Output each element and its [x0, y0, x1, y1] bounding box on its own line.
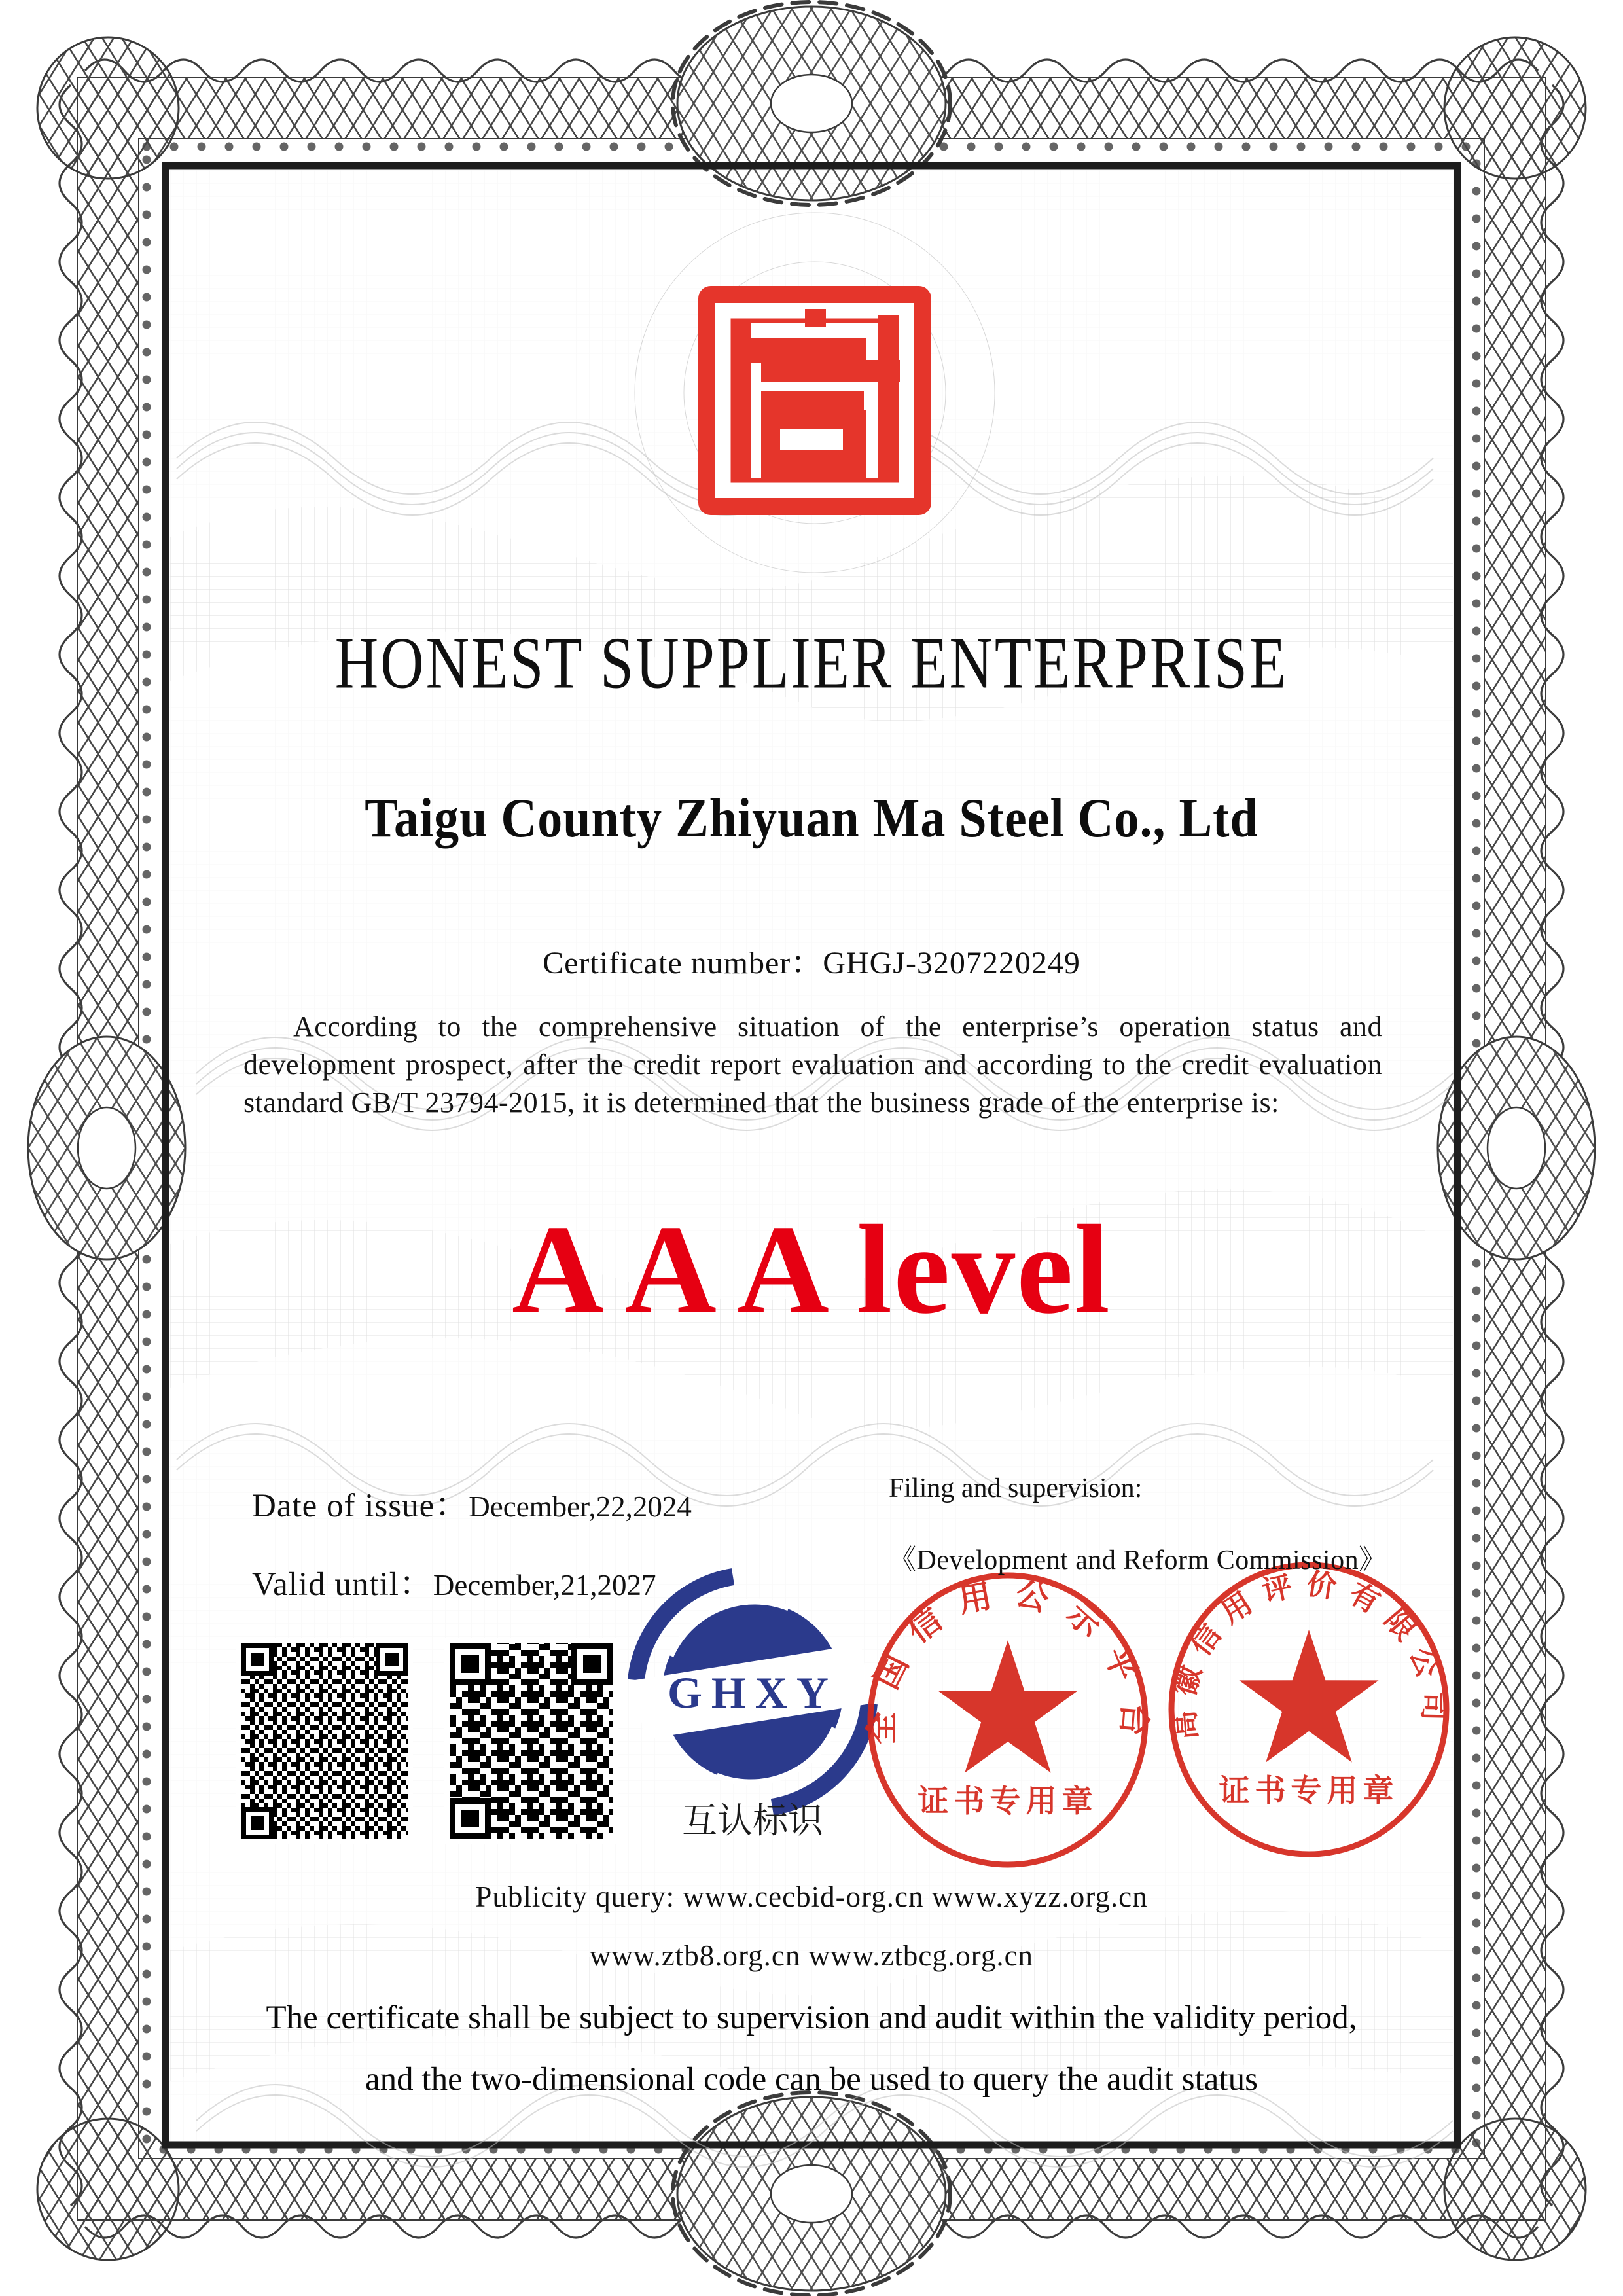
border-rosette-left	[28, 1037, 185, 1259]
certificate-number-label: Certificate number：	[543, 946, 823, 980]
valid-until-label: Valid until：	[252, 1566, 433, 1603]
filing-supervision-label: Filing and supervision:	[889, 1473, 1143, 1503]
publicity-query-line2: www.ztb8.org.cn www.ztbcg.org.cn	[589, 1939, 1034, 1972]
company-name: Taigu County Zhiyuan Ma Steel Co., Ltd	[365, 787, 1258, 850]
date-of-issue-value: December,22,2024	[469, 1490, 692, 1523]
certificate-body-paragraph: According to the comprehensive situation of the enterprise’s operation status and development prospect, after the credit report evaluation and according to the credit evaluation standard GB/T 23794-2015, it is determined that the business grade of the enterprise is:	[243, 1011, 1382, 1119]
filing-supervision-value: 《Development and Reform Commission》	[889, 1545, 1387, 1575]
date-of-issue-label: Date of issue：	[252, 1488, 469, 1524]
seal1-bottom-text: 证书专用章	[918, 1785, 1098, 1819]
credit-logo	[707, 295, 923, 507]
qr-code-1	[236, 1638, 413, 1844]
valid-until-value: December,21,2027	[433, 1569, 656, 1602]
seal2-ring-text: 高徽信用评价有限公司	[1167, 1567, 1450, 1742]
seal1-ring-text: 全国信用公示平台	[863, 1573, 1154, 1757]
qr-code-2	[444, 1638, 618, 1844]
certificate-number-value: GHGJ-3207220249	[823, 946, 1080, 980]
seal2-bottom-text: 证书专用章	[1219, 1774, 1399, 1808]
publicity-query-line1: Publicity query: www.cecbid-org.cn www.xyzz.org.cn	[475, 1880, 1148, 1913]
ghxy-caption: 互认标识	[682, 1801, 823, 1840]
grade-text: A A A level	[512, 1199, 1111, 1340]
supervision-note-line2: and the two-dimensional code can be used to query the audit status	[365, 2061, 1258, 2098]
ghxy-text: GHXY	[668, 1668, 838, 1717]
supervision-note-line1: The certificate shall be subject to supervision and audit within the validity period,	[266, 2000, 1357, 2036]
certificate-title: HONEST SUPPLIER ENTERPRISE	[334, 622, 1289, 704]
border-rosette-right	[1438, 1037, 1595, 1259]
